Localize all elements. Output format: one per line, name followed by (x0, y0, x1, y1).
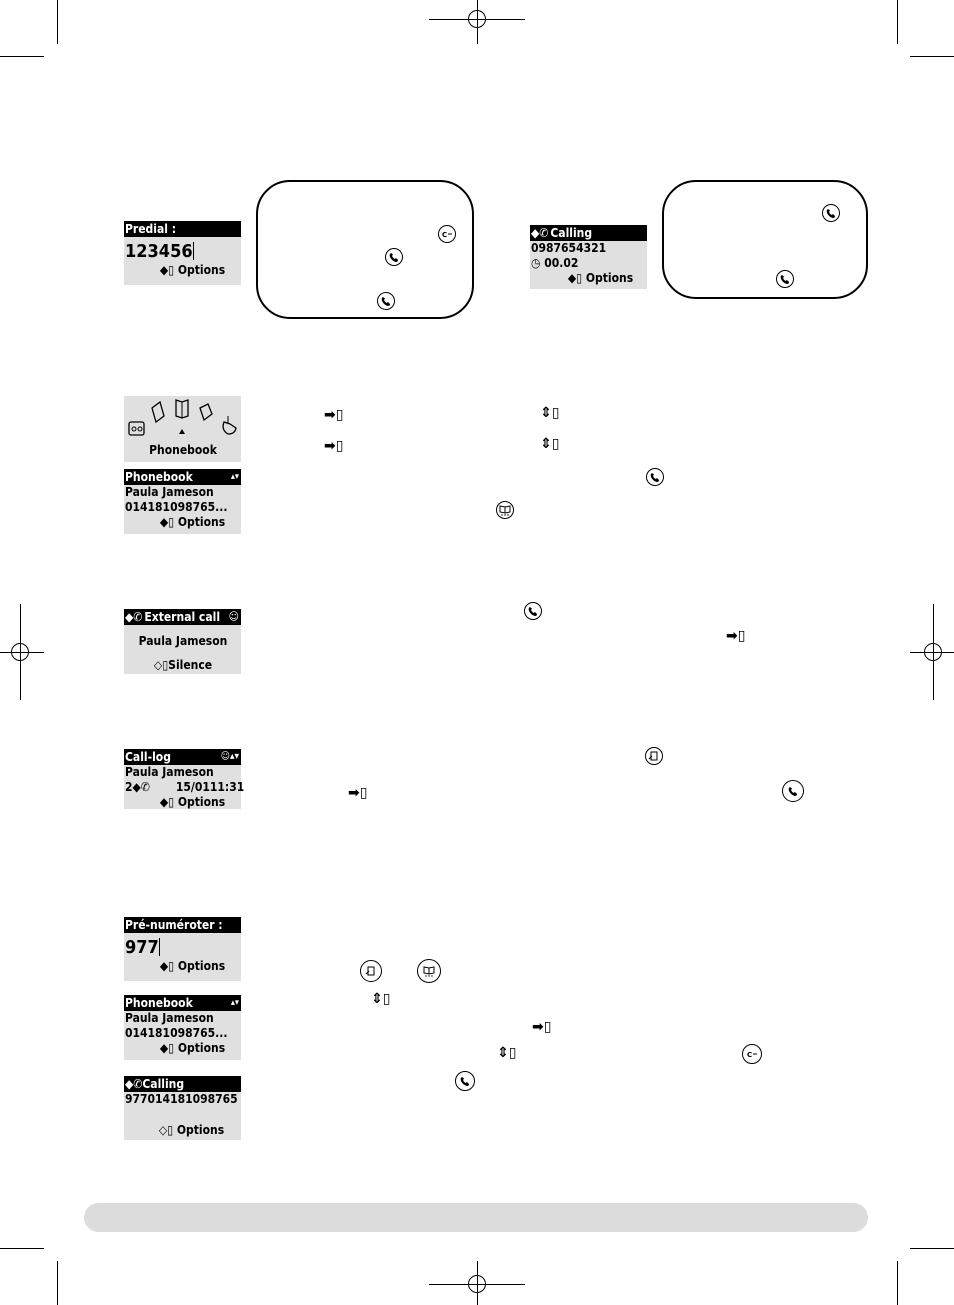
smiley-icon: ☺ (228, 610, 239, 623)
callout-box (662, 180, 868, 299)
menu-label: Phonebook (149, 443, 217, 457)
timer-icon: ◷ (531, 256, 541, 270)
nav-right-icon: ◆▯ (159, 795, 175, 809)
phone-handset-icon (377, 292, 395, 310)
softkey-label: Options (177, 515, 226, 529)
nav-right-icon: ◆▯ (159, 959, 175, 973)
screen-header: External call (144, 610, 221, 624)
screen-header: Calling (142, 1077, 185, 1091)
called-number: 977014181098765 (125, 1092, 238, 1106)
phone-handset-icon (782, 780, 804, 802)
called-number: 0987654321 (531, 241, 607, 255)
nav-right-icon: ◆▯ (159, 263, 175, 277)
nav-right-icon: ➡▯ (726, 628, 746, 644)
nav-right-icon: ◆▯ (159, 1041, 175, 1055)
screen-header: Calling (550, 226, 593, 240)
c-key-icon (438, 225, 456, 243)
softkey-label: Silence (168, 658, 213, 672)
softkey-label: Options (585, 271, 634, 285)
svg-text:C: C (442, 231, 448, 239)
screen-header: Pré-numéroter : (124, 917, 241, 933)
screen-header: Phonebook (125, 470, 193, 484)
predial-screen (124, 221, 241, 285)
call-timer: 00.02 (544, 256, 579, 270)
softkey-label: Options (177, 959, 226, 973)
text-cursor (193, 242, 194, 260)
phone-handset-icon (822, 204, 840, 222)
registration-circle (468, 1275, 486, 1293)
c-key-icon (742, 1044, 762, 1064)
phone-handset-icon (455, 1071, 475, 1091)
contact-name: Paula Jameson (125, 1011, 214, 1025)
crop-mark (897, 0, 898, 44)
call-log-screen (124, 749, 245, 809)
registration-circle (11, 643, 29, 661)
call-date: 15/01 (175, 780, 210, 794)
registration-circle (924, 643, 942, 661)
svg-text:C: C (747, 1051, 753, 1059)
callout-box (256, 180, 474, 319)
nav-right-icon: ◆▯ (159, 515, 175, 529)
phone-handset-icon (524, 602, 542, 620)
crop-mark (897, 1261, 898, 1305)
crop-mark (57, 0, 58, 44)
call-log-icon (360, 960, 382, 982)
nav-right-icon: ➡▯ (348, 785, 368, 801)
text-cursor (159, 938, 160, 956)
call-out-icon: ◆✆ (531, 226, 549, 240)
screen-header: Predial : (124, 221, 241, 237)
phonebook-screen (124, 469, 241, 534)
nav-right-icon: ➡▯ (324, 438, 344, 454)
nav-updown-icon: ◇▯ (153, 658, 169, 672)
nav-right-icon: ➡▯ (324, 407, 344, 423)
menu-screen (124, 396, 241, 462)
crop-mark (0, 1248, 44, 1249)
crop-mark (910, 1248, 954, 1249)
softkey-label: Options (177, 795, 226, 809)
screen-header: Call-log (125, 750, 171, 764)
book-icon (417, 959, 441, 983)
crop-mark (910, 56, 954, 57)
call-time: 11:31 (209, 780, 245, 794)
call-in-icon: ◆✆ (125, 610, 143, 624)
external-call-screen (124, 609, 241, 674)
nav-updown-icon: ⇕▯ (371, 991, 391, 1007)
phonebook-screen (124, 995, 241, 1060)
dialed-number: 123456 (125, 241, 193, 262)
scroll-arrows-icon: ▴▾ (230, 472, 239, 482)
call-log-icon (645, 747, 663, 765)
calling-screen (530, 225, 647, 289)
menu-icons (124, 396, 241, 440)
nav-updown-icon: ⇕▯ (540, 405, 560, 421)
call-count: 2 (125, 780, 133, 794)
softkey-label: Options (177, 263, 226, 277)
caller-name: Paula Jameson (138, 634, 228, 648)
phone-handset-icon (776, 270, 794, 288)
registration-circle (468, 10, 486, 28)
contact-number: 014181098765... (125, 500, 228, 514)
softkey-label: Options (177, 1041, 226, 1055)
contact-name: Paula Jameson (125, 485, 214, 499)
dialed-number: 977 (125, 937, 159, 958)
phone-handset-icon (385, 248, 403, 266)
caller-name: Paula Jameson (125, 765, 214, 779)
call-out-icon: ◆✆ (125, 1077, 143, 1091)
screen-header: Phonebook (125, 996, 193, 1010)
smiley-scroll-icon: ☺▴▾ (220, 751, 239, 762)
nav-right-icon: ◆▯ (567, 271, 583, 285)
calling-screen (124, 1076, 241, 1140)
nav-updown-icon: ⇕▯ (540, 436, 560, 452)
phone-handset-icon (646, 468, 664, 486)
nav-updown-icon: ⇕▯ (497, 1045, 517, 1061)
softkey-label: Options (176, 1123, 225, 1137)
nav-updown-icon: ◇▯ (158, 1123, 174, 1137)
call-in-icon: ◆✆ (132, 780, 150, 794)
prenumber-screen (124, 917, 241, 981)
book-icon (496, 501, 514, 519)
contact-number: 014181098765... (125, 1026, 228, 1040)
scroll-arrows-icon: ▴▾ (230, 998, 239, 1008)
crop-mark (0, 56, 44, 57)
crop-mark (57, 1261, 58, 1305)
nav-right-icon: ➡▯ (532, 1019, 552, 1035)
footer-bar (84, 1203, 868, 1232)
